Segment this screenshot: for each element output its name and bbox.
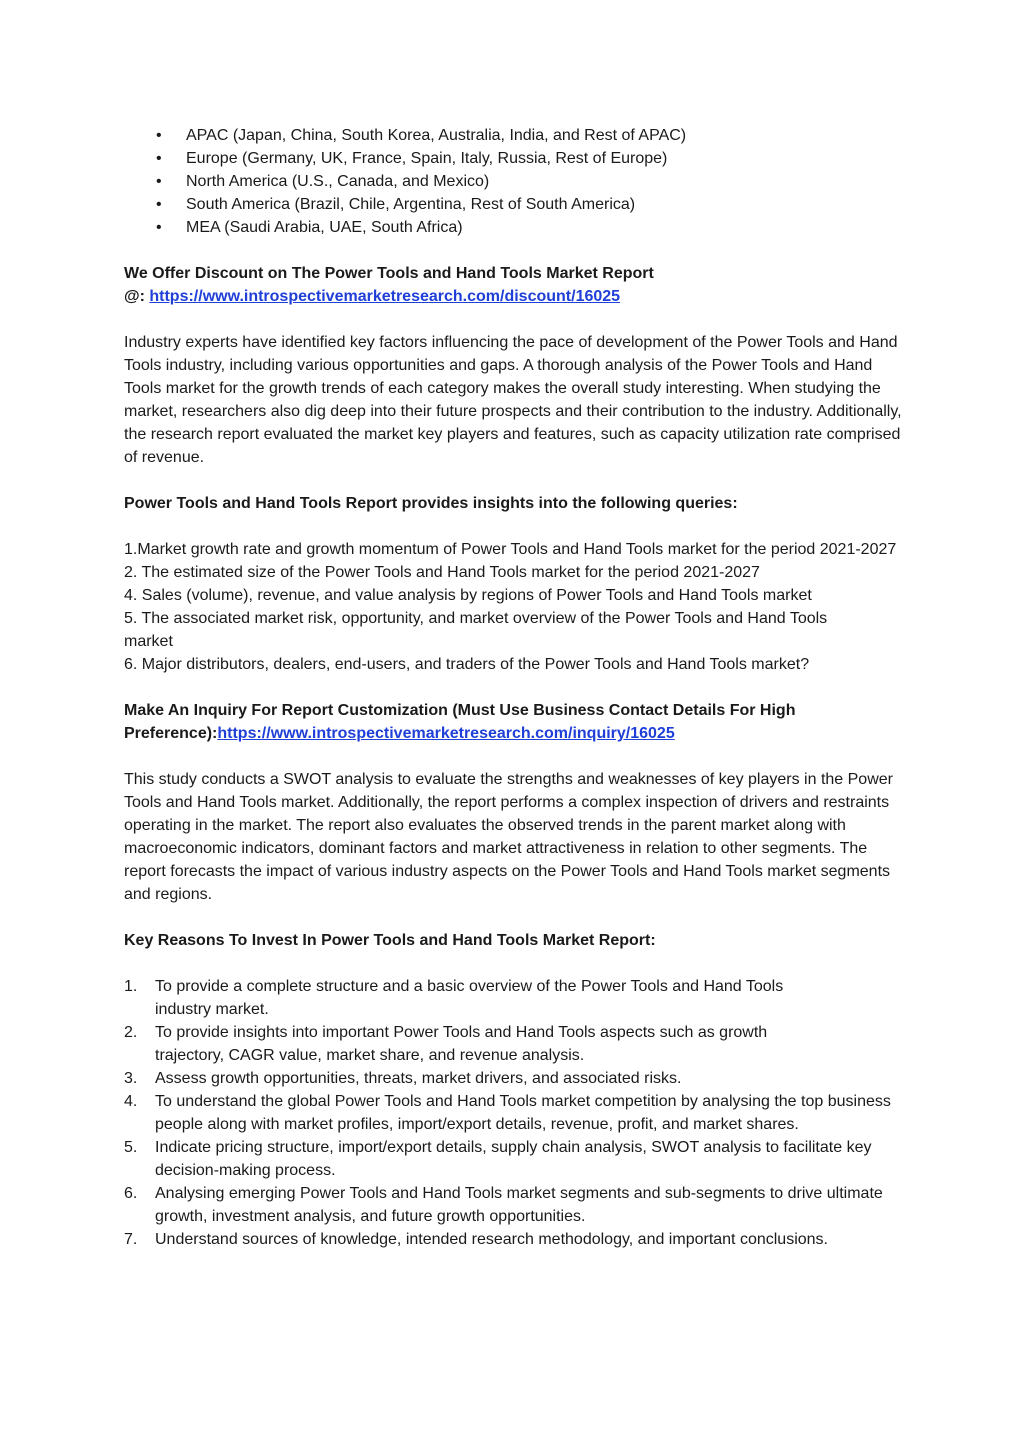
region-text: MEA (Saudi Arabia, UAE, South Africa): [186, 219, 463, 236]
list-item: [124, 1136, 903, 1182]
discount-section: [124, 262, 903, 308]
inquiry-link[interactable]: https://www.introspectivemarketresearch.com/inquiry/16025: [217, 725, 675, 742]
query-item: 4. Sales (volume), revenue, and value analysis by regions of Power Tools and Hand Tools market: [124, 587, 812, 604]
list-number: 5.: [124, 1139, 138, 1156]
inquiry-heading: Make An Inquiry For Report Customization (Must Use Business Contact Details For High Preference):: [124, 702, 796, 742]
bullet-icon: •: [156, 173, 162, 190]
reason-text: Understand sources of knowledge, intended research methodology, and important conclusions.: [155, 1231, 828, 1248]
intro-paragraph: Industry experts have identified key factors influencing the pace of development of the Power Tools and Hand Tools industry, including various opportunities and gaps. A thorough analysis of the Power Tools and Hand Tools market for the growth trends of each category makes the overall study interesting. When studying the market, researchers also dig deep into their future prospects and their contribution to the industry. Additionally, the research report evaluated the market key players and features, such as capacity utilization rate comprised of revenue.: [124, 334, 902, 466]
inquiry-section: [124, 699, 903, 745]
list-item: [124, 170, 903, 193]
list-number: 3.: [124, 1070, 138, 1087]
list-number: 7.: [124, 1231, 138, 1248]
discount-link[interactable]: https://www.introspectivemarketresearch.com/discount/16025: [149, 288, 621, 305]
bullet-icon: •: [156, 127, 162, 144]
bullet-icon: •: [156, 150, 162, 167]
query-item: 1.Market growth rate and growth momentum of Power Tools and Hand Tools market for the period 2021-2027: [124, 541, 897, 558]
reason-text: Indicate pricing structure, import/export details, supply chain analysis, SWOT analysis to facilitate key decision-making process.: [155, 1139, 872, 1179]
swot-paragraph: This study conducts a SWOT analysis to evaluate the strengths and weaknesses of key players in the Power Tools and Hand Tools market. Additionally, the report performs a complex inspection of drivers and restraints operating in the market. The report also evaluates the observed trends in the parent market along with macroeconomic indicators, dominant factors and market attractiveness in relation to other segments. The report forecasts the impact of various industry aspects on the Power Tools and Hand Tools market segments and regions.: [124, 771, 893, 903]
list-number: 4.: [124, 1093, 138, 1110]
region-text: APAC (Japan, China, South Korea, Australia, India, and Rest of APAC): [186, 127, 687, 144]
reason-text: To provide insights into important Power Tools and Hand Tools aspects such as growth trajectory, CAGR value, market share, and revenue analysis.: [155, 1024, 768, 1064]
list-item: [124, 1182, 903, 1228]
list-item: [124, 193, 903, 216]
region-text: North America (U.S., Canada, and Mexico): [186, 173, 490, 190]
query-item: 6. Major distributors, dealers, end-users, and traders of the Power Tools and Hand Tools market?: [124, 656, 810, 673]
reason-text: Assess growth opportunities, threats, market drivers, and associated risks.: [155, 1070, 682, 1087]
list-item: [124, 1090, 903, 1136]
reasons-heading: Key Reasons To Invest In Power Tools and Hand Tools Market Report:: [124, 932, 656, 949]
region-text: South America (Brazil, Chile, Argentina, Rest of South America): [186, 196, 636, 213]
list-number: 1.: [124, 978, 138, 995]
list-number: 6.: [124, 1185, 138, 1202]
region-list: [124, 124, 903, 239]
reason-text: To understand the global Power Tools and Hand Tools market competition by analysing the top business people along with market profiles, import/export details, revenue, profit, and market shares.: [155, 1093, 891, 1133]
list-item: [124, 124, 903, 147]
list-item: [124, 1067, 903, 1090]
bullet-icon: •: [156, 196, 162, 213]
bullet-icon: •: [156, 219, 162, 236]
list-item: [124, 1021, 903, 1067]
discount-prefix: @:: [124, 288, 150, 305]
list-item: [124, 975, 903, 1021]
reason-text: Analysing emerging Power Tools and Hand Tools market segments and sub-segments to drive ultimate growth, investment analysis, and future growth opportunities.: [155, 1185, 883, 1225]
queries-heading: Power Tools and Hand Tools Report provides insights into the following queries:: [124, 495, 738, 512]
list-number: 2.: [124, 1024, 138, 1041]
reasons-list: [124, 975, 903, 1251]
reason-text: To provide a complete structure and a basic overview of the Power Tools and Hand Tools industry market.: [155, 978, 784, 1018]
discount-heading: We Offer Discount on The Power Tools and Hand Tools Market Report: [124, 265, 654, 282]
query-item: 5. The associated market risk, opportunity, and market overview of the Power Tools and Hand Tools market: [124, 610, 828, 650]
list-item: [124, 147, 903, 170]
query-item: 2. The estimated size of the Power Tools and Hand Tools market for the period 2021-2027: [124, 564, 760, 581]
list-item: [124, 1228, 903, 1251]
list-item: [124, 216, 903, 239]
queries-list: [124, 538, 903, 676]
region-text: Europe (Germany, UK, France, Spain, Italy, Russia, Rest of Europe): [186, 150, 668, 167]
